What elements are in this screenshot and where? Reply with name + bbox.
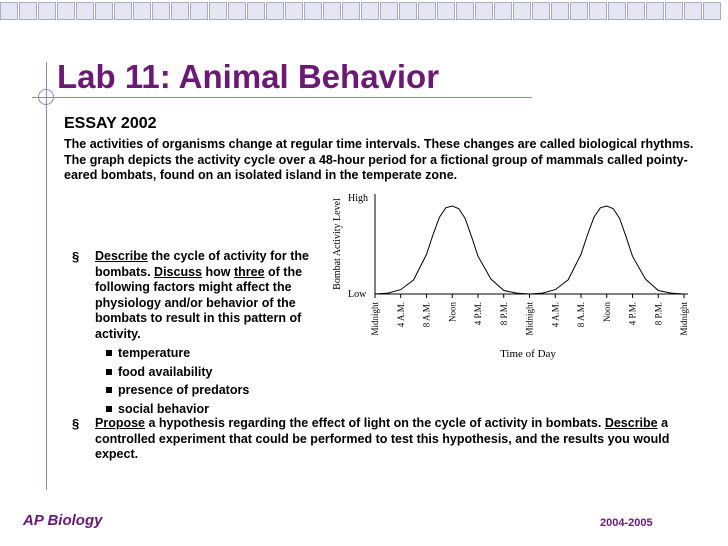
decorative-title-underline [32,97,532,98]
list-item: social behavior [106,400,342,419]
crosshair-icon [38,89,54,105]
x-tick-label: 8 P.M. [498,302,509,326]
bullet2-text-part: a hypothesis regarding the effect of light on the cycle of activity in bombats. [145,416,605,430]
bullet2-text [95,416,702,463]
bullet2-text-part: a controlled experiment that could be performed to test this hypothesis, and the results you would expect. [95,416,670,461]
decorative-vertical-line [46,62,47,490]
y-axis-label: Bombat Activity Level [332,198,343,290]
x-tick-label: 4 P.M. [473,302,483,326]
keyword-three: three [233,264,265,279]
x-tick-label: 4 A.M. [395,302,406,328]
x-tick-label: Midnight [370,302,380,336]
list-item: temperature [106,344,342,363]
x-tick-label: 8 P.M. [653,302,664,326]
footer-course: AP Biology [23,512,103,529]
bullet1-text [95,249,342,342]
x-tick-label: Noon [601,302,612,322]
essay-label: ESSAY 2002 [64,115,157,132]
y-tick-label: Low [348,289,367,300]
keyword-propose: Propose [95,416,146,430]
keyword-discuss: Discuss [154,264,202,279]
footer-year: 2004-2005 [600,517,653,529]
list-item: presence of predators [106,381,342,400]
keyword-describe: Describe [604,416,658,430]
activity-series-line [375,206,684,294]
bullet-propose-hypothesis [72,416,702,463]
x-tick-label: 4 P.M. [627,302,638,326]
x-tick-label: 8 A.M. [421,302,432,328]
bullet-describe-cycle [72,249,342,418]
x-tick-label: Midnight [679,302,689,336]
decorative-top-bar [0,0,728,22]
intro-paragraph: The activities of organisms change at regular time intervals. These changes are called biological rhythms. The graph depicts the activity cycle over a 48-hour period for a fictional group of mammals called pointy-eared bombats, found on an isolated island in the temperate zone. [64,137,694,182]
slide-title: Lab 11: Animal Behavior [57,58,440,95]
y-tick-label: High [348,193,368,204]
bullet1-text-part: of the following factors might affect the physiology and/or behavior of the bombats to result in this pattern of activity. [95,264,303,341]
bullet1-text-part: how [202,264,234,279]
x-tick-label: 8 A.M. [576,302,586,328]
activity-chart [328,186,696,364]
x-tick-label: Noon [447,302,458,322]
section-bullet-icon: § [72,249,80,264]
keyword-describe: Describe [95,249,148,263]
x-tick-label: 4 A.M. [550,302,561,328]
list-item: food availability [106,363,342,382]
x-axis-label: Time of Day [500,348,556,360]
x-tick-label: Midnight [524,302,535,336]
bullet1-text-part: the cycle of activity for the bombats. [95,249,309,279]
factor-list [106,344,342,418]
section-bullet-icon: § [72,416,80,431]
